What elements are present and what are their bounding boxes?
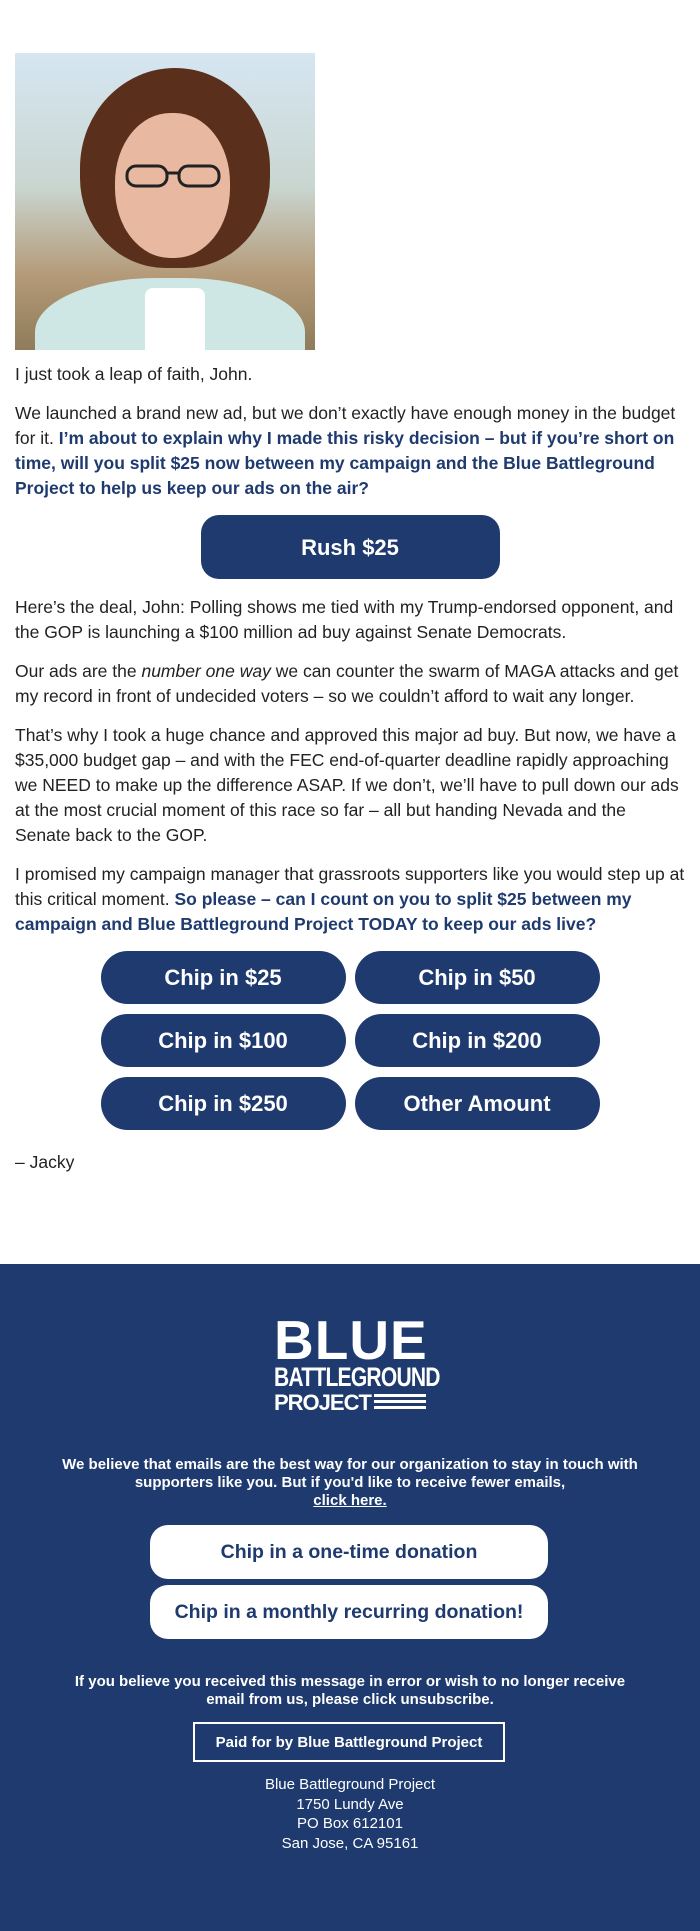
rush-25-button[interactable]: Rush $25	[201, 515, 500, 579]
chip-in-25-button[interactable]: Chip in $25	[101, 951, 346, 1004]
intro-ask: I’m about to explain why I made this risky decision – but if you’re short on time, will you split $25 now between my campaign and the Blue Battleground Project to help us keep our ads on the air?	[15, 428, 675, 498]
fewer-emails-link[interactable]: click here.	[313, 1492, 387, 1509]
logo-line-3: PROJECT	[274, 1390, 371, 1415]
monthly-donation-button[interactable]: Chip in a monthly recurring donation!	[150, 1585, 548, 1639]
mailing-address	[0, 1775, 700, 1853]
logo-line-1: BLUE	[274, 1309, 428, 1371]
blue-battleground-logo	[274, 1309, 440, 1416]
flag-stripes-icon	[374, 1394, 426, 1412]
ask-bold: So please – can I count on you to split $25 between my campaign and Blue Battleground Project TODAY to keep our ads live?	[15, 889, 632, 934]
other-amount-button[interactable]: Other Amount	[355, 1077, 600, 1130]
paragraph-polling: Here’s the deal, John: Polling shows me tied with my Trump-endorsed opponent, and the GOP is launching a $100 million ad buy against Senate Democrats.	[15, 597, 674, 642]
chip-in-50-button[interactable]: Chip in $50	[355, 951, 600, 1004]
paragraph-ads	[15, 659, 685, 709]
signoff: – Jacky	[15, 1152, 75, 1172]
ads-text-a: Our ads are the	[15, 661, 142, 681]
chip-in-grid	[15, 951, 685, 1130]
candidate-photo	[15, 53, 315, 350]
one-time-donation-button[interactable]: Chip in a one-time donation	[150, 1525, 548, 1579]
paragraph-intro	[15, 401, 685, 501]
address-po-box: PO Box 612101	[297, 1815, 403, 1832]
email-frequency-notice	[60, 1456, 640, 1510]
chip-in-250-button[interactable]: Chip in $250	[101, 1077, 346, 1130]
address-city: San Jose, CA 95161	[281, 1834, 419, 1852]
footer	[0, 1264, 700, 1931]
chip-in-100-button[interactable]: Chip in $100	[101, 1014, 346, 1067]
notice-text: We believe that emails are the best way for our organization to stay in touch with supporters like you. But if you'd like to receive fewer emails,	[62, 1456, 638, 1491]
logo-line-2: BATTLEGROUND	[274, 1362, 440, 1392]
address-street: 1750 Lundy Ave	[296, 1795, 404, 1813]
paid-for-disclaimer: Paid for by Blue Battleground Project	[193, 1722, 505, 1762]
address-org: Blue Battleground Project	[264, 1776, 436, 1793]
ask-text: I promised my campaign manager that grassroots supporters like you would step up at this critical moment.	[15, 864, 685, 909]
unsubscribe-notice[interactable]: If you believe you received this message in error or wish to no longer receive email from us, please click unsubscribe.	[74, 1673, 626, 1708]
paragraph-ask	[15, 862, 685, 937]
greeting: I just took a leap of faith, John.	[15, 364, 253, 384]
paragraph-budget: That’s why I took a huge chance and approved this major ad buy. But now, we have a $35,000 budget gap – and with the FEC end-of-quarter deadline rapidly approaching we NEED to make up the difference ASAP. If we don’t, we’ll have to pull down our ads at the most crucial moment of this race so far – all but handing Nevada and the Senate back to the GOP.	[15, 725, 679, 845]
chip-in-200-button[interactable]: Chip in $200	[355, 1014, 600, 1067]
ads-text-b: we can counter the swarm of MAGA attacks and get my record in front of undecided voters – so we couldn’t afford to wait any longer.	[15, 661, 679, 706]
intro-text: We launched a brand new ad, but we don’t exactly have enough money in the budget for it.	[15, 403, 676, 448]
ads-emphasis: number one way	[141, 661, 271, 681]
